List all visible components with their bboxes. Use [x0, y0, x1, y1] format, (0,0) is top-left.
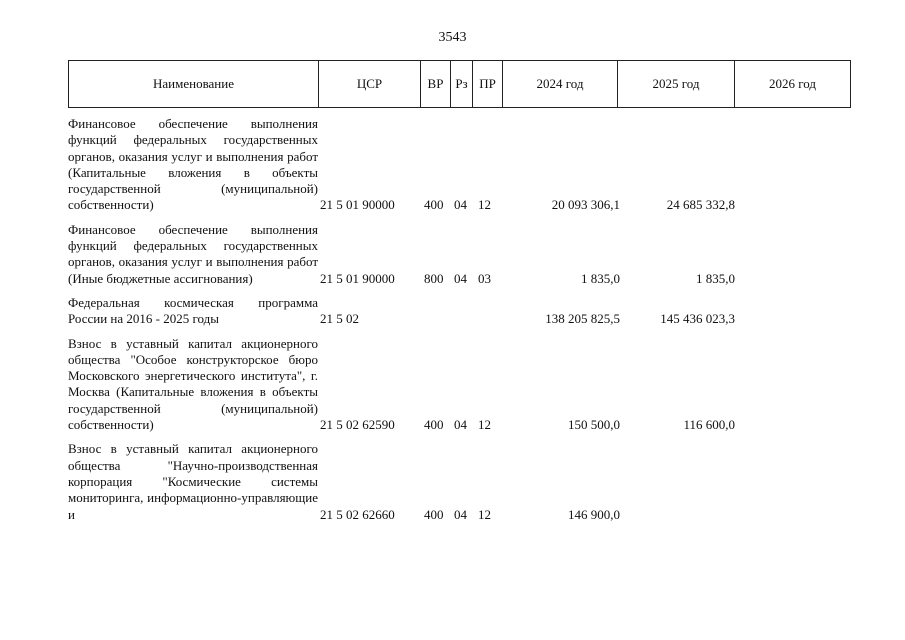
row-2024: 146 900,0 — [568, 506, 620, 522]
header-name: Наименование — [69, 61, 319, 108]
row-pr: 12 — [478, 197, 491, 213]
table-row — [68, 116, 850, 214]
header-pr: ПР — [473, 61, 503, 108]
table-row — [68, 222, 850, 287]
row-rz: 04 — [454, 197, 467, 213]
row-rz: 04 — [454, 270, 467, 286]
row-name: Взнос в уставный капитал акционерного общества "Особое конструкторское бюро Московского энергетического института", г. Москва (Капитальные вложения в объекты государственной (муниципальной) собственности) — [68, 335, 318, 433]
header-csr: ЦСР — [319, 61, 421, 108]
row-name: Финансовое обеспечение выполнения функций федеральных государственных органов, оказания услуг и выполнения работ (Иные бюджетные ассигнования) — [68, 221, 318, 286]
row-rz: 04 — [454, 506, 467, 522]
header-2025: 2025 год — [618, 61, 735, 108]
table-row — [68, 336, 850, 434]
page-number: 3543 — [438, 30, 467, 45]
row-2025: 145 436 023,3 — [660, 311, 735, 327]
row-pr: 12 — [478, 506, 491, 522]
row-vr: 400 — [424, 506, 444, 522]
row-csr: 21 5 01 90000 — [320, 270, 395, 286]
header-rz: Рз — [451, 61, 473, 108]
row-csr: 21 5 02 62660 — [320, 506, 395, 522]
row-csr: 21 5 02 62590 — [320, 417, 395, 433]
row-csr: 21 5 01 90000 — [320, 197, 395, 213]
row-vr: 400 — [424, 417, 444, 433]
row-pr: 12 — [478, 417, 491, 433]
row-2025: 24 685 332,8 — [666, 197, 735, 213]
header-2024: 2024 год — [503, 61, 618, 108]
row-vr: 800 — [424, 270, 444, 286]
header-vr: ВР — [421, 61, 451, 108]
row-2024: 138 205 825,5 — [545, 311, 620, 327]
row-vr: 400 — [424, 197, 444, 213]
row-name: Федеральная космическая программа России на 2016 - 2025 годы — [68, 294, 318, 327]
table-body — [68, 116, 850, 531]
table-header — [68, 60, 851, 108]
row-2025: 116 600,0 — [683, 417, 735, 433]
table-row — [68, 441, 850, 522]
row-pr: 03 — [478, 270, 491, 286]
row-2024: 1 835,0 — [581, 270, 620, 286]
row-name: Взнос в уставный капитал акционерного общества "Научно-производственная корпорация "Космические системы мониторинга, информационно-управляющие и — [68, 441, 318, 522]
row-2024: 20 093 306,1 — [551, 197, 620, 213]
row-2025: 1 835,0 — [696, 270, 735, 286]
row-name: Финансовое обеспечение выполнения функций федеральных государственных органов, оказания услуг и выполнения работ (Капитальные вложения в объекты государственной (муниципальной) собственности) — [68, 116, 318, 213]
row-2024: 150 500,0 — [568, 417, 620, 433]
table-row — [68, 295, 850, 328]
row-csr: 21 5 02 — [320, 311, 359, 327]
header-2026: 2026 год — [735, 61, 851, 108]
row-rz: 04 — [454, 417, 467, 433]
